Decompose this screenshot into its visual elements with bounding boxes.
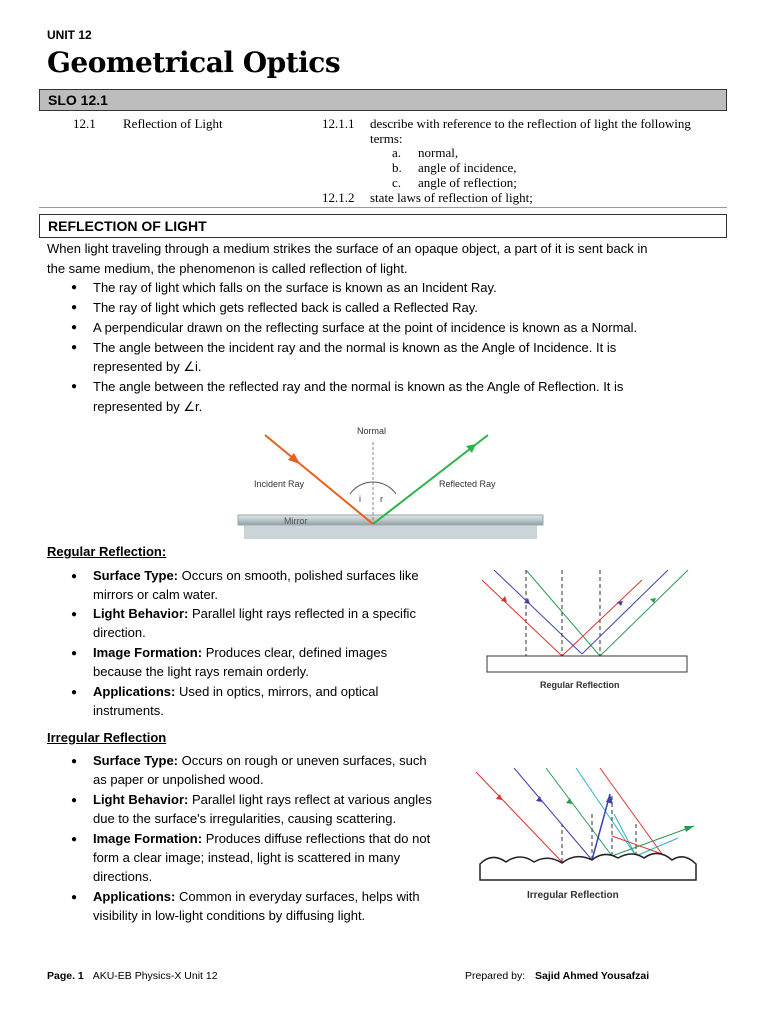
bullet-icon: ● bbox=[71, 302, 78, 313]
regular-label: Light Behavior: bbox=[93, 606, 189, 621]
irregular-text: Occurs on rough or uneven surfaces, such bbox=[178, 753, 427, 768]
footer-page: Page. 1 bbox=[47, 970, 84, 982]
bullet-icon: ● bbox=[71, 648, 78, 659]
diagram-label-r: r bbox=[380, 494, 383, 504]
irregular-item-1-cont: as paper or unpolished wood. bbox=[93, 772, 264, 787]
diagram-label-reflected: Reflected Ray bbox=[439, 479, 496, 489]
irregular-caption: Irregular Reflection bbox=[527, 890, 619, 901]
irregular-label: Light Behavior: bbox=[93, 792, 189, 807]
regular-text: Used in optics, mirrors, and optical bbox=[175, 684, 379, 699]
section-heading-reflection: REFLECTION OF LIGHT bbox=[39, 214, 727, 238]
bullet-item: The ray of light which gets reflected back is called a Reflected Ray. bbox=[93, 300, 478, 315]
bullet-icon: ● bbox=[71, 282, 78, 293]
slo-code-2: 12.1.2 bbox=[322, 190, 355, 205]
diagram-label-i: i bbox=[359, 494, 361, 504]
intro-line-1: When light traveling through a medium strikes the surface of an opaque object, a part of it is sent back in bbox=[47, 241, 648, 256]
footer-author: Sajid Ahmed Yousafzai bbox=[535, 970, 650, 982]
bullet-icon: ● bbox=[71, 322, 78, 333]
slo-code-1: 12.1.1 bbox=[322, 116, 355, 131]
bullet-icon: ● bbox=[71, 571, 78, 582]
regular-item-4 bbox=[93, 682, 378, 702]
irregular-item-3 bbox=[93, 829, 430, 849]
slo-sub-text: normal, bbox=[418, 145, 459, 160]
irregular-label: Applications: bbox=[93, 889, 176, 904]
bullet-icon: ● bbox=[71, 342, 78, 353]
irregular-label: Image Formation: bbox=[93, 831, 203, 846]
slo-topic: Reflection of Light bbox=[123, 116, 223, 131]
regular-text: Produces clear, defined images bbox=[202, 645, 388, 660]
regular-item-1 bbox=[93, 566, 419, 586]
irregular-text: Produces diffuse reflections that do not bbox=[202, 831, 431, 846]
regular-label: Surface Type: bbox=[93, 568, 179, 583]
slo-sub-letter: a. bbox=[392, 145, 402, 160]
irregular-item-2-cont: due to the surface's irregularities, causing scattering. bbox=[93, 811, 397, 826]
diagram-label-normal: Normal bbox=[357, 426, 387, 436]
regular-item-4-cont: instruments. bbox=[93, 703, 164, 718]
regular-item-3-cont: because the light rays remain orderly. bbox=[93, 664, 309, 679]
regular-label: Image Formation: bbox=[93, 645, 203, 660]
bullet-icon: ● bbox=[71, 795, 78, 806]
irregular-reflection-diagram bbox=[472, 764, 700, 914]
slo-num: 12.1 bbox=[73, 116, 96, 131]
reflection-diagram bbox=[230, 418, 550, 546]
rough-surface bbox=[480, 853, 696, 880]
slo-sub-text: angle of reflection; bbox=[418, 175, 517, 190]
slo-header: SLO 12.1 bbox=[39, 89, 727, 111]
footer-course: AKU-EB Physics-X Unit 12 bbox=[92, 970, 218, 982]
intro-line-2: the same medium, the phenomenon is called reflection of light. bbox=[47, 261, 408, 276]
diagram-label-incident: Incident Ray bbox=[254, 479, 305, 489]
slo-sub-letter: b. bbox=[392, 160, 402, 175]
irregular-label: Surface Type: bbox=[93, 753, 179, 768]
bullet-item-cont: represented by ∠r. bbox=[93, 399, 203, 414]
bullet-icon: ● bbox=[71, 381, 78, 392]
regular-item-3 bbox=[93, 643, 387, 663]
regular-item-1-cont: mirrors or calm water. bbox=[93, 587, 218, 602]
slo-sub-letter: c. bbox=[392, 175, 402, 190]
irregular-heading: Irregular Reflection bbox=[47, 730, 167, 745]
irregular-item-4-cont: visibility in low-light conditions by diffusing light. bbox=[93, 908, 366, 923]
irregular-text: Parallel light rays reflect at various angles bbox=[188, 792, 432, 807]
slo-sub-text: angle of incidence, bbox=[418, 160, 517, 175]
regular-text: Occurs on smooth, polished surfaces like bbox=[178, 568, 419, 583]
irregular-item-3-cont: form a clear image; instead, light is scattered in many bbox=[93, 850, 401, 865]
bullet-item-cont: represented by ∠i. bbox=[93, 359, 202, 374]
unit-label: UNIT 12 bbox=[47, 28, 92, 42]
regular-label: Applications: bbox=[93, 684, 176, 699]
irregular-item-3-cont: directions. bbox=[93, 869, 153, 884]
slo-text-2: state laws of reflection of light; bbox=[370, 190, 533, 205]
regular-text: Parallel light rays reflected in a specific bbox=[188, 606, 416, 621]
bullet-icon: ● bbox=[71, 834, 78, 845]
bullet-item: The ray of light which falls on the surface is known as an Incident Ray. bbox=[93, 280, 497, 295]
bullet-item: A perpendicular drawn on the reflecting surface at the point of incidence is known as a Normal. bbox=[93, 320, 638, 335]
bullet-icon: ● bbox=[71, 687, 78, 698]
page-title: Geometrical Optics bbox=[47, 46, 341, 79]
slo-table bbox=[39, 113, 727, 208]
bullet-item: The angle between the reflected ray and the normal is known as the Angle of Reflection. It is bbox=[93, 379, 624, 394]
diagram-label-mirror: Mirror bbox=[284, 516, 308, 526]
bullet-icon: ● bbox=[71, 756, 78, 767]
irregular-text: Common in everyday surfaces, helps with bbox=[175, 889, 420, 904]
irregular-item-2 bbox=[93, 790, 432, 810]
irregular-item-4 bbox=[93, 887, 420, 907]
bullet-icon: ● bbox=[71, 892, 78, 903]
regular-reflection-diagram bbox=[478, 566, 696, 696]
footer-prepared-label: Prepared by: bbox=[465, 970, 526, 982]
regular-caption: Regular Reflection bbox=[540, 680, 620, 690]
irregular-item-1 bbox=[93, 751, 427, 771]
bullet-icon: ● bbox=[71, 609, 78, 620]
regular-item-2 bbox=[93, 604, 416, 624]
mirror-shadow bbox=[244, 525, 537, 539]
regular-item-2-cont: direction. bbox=[93, 625, 146, 640]
page-footer bbox=[47, 970, 727, 982]
regular-heading: Regular Reflection: bbox=[47, 544, 167, 559]
regular-mirror bbox=[487, 656, 687, 672]
slo-text-1: describe with reference to the reflection of light the following terms: bbox=[370, 116, 691, 146]
bullet-item: The angle between the incident ray and the normal is known as the Angle of Incidence. It is bbox=[93, 340, 617, 355]
